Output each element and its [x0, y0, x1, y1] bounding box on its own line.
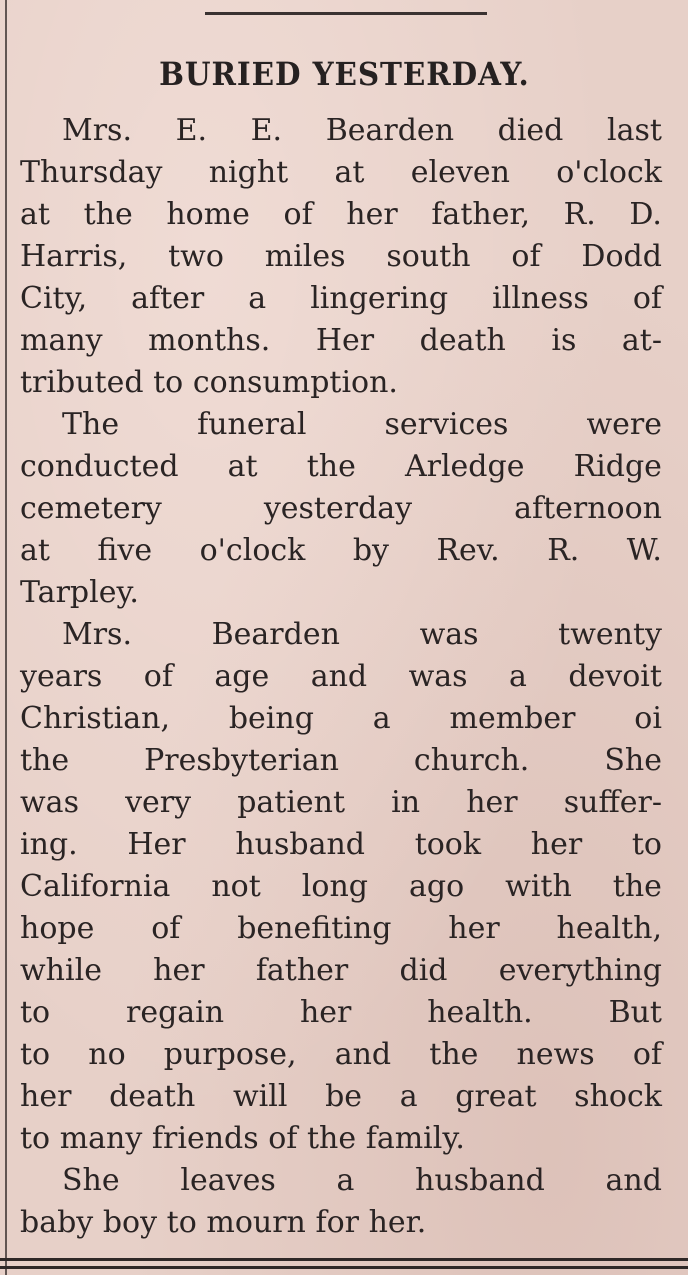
article-body [20, 110, 662, 1244]
article-line: to no purpose, and the news of [20, 1037, 662, 1072]
article-line: her death will be a great shock [20, 1079, 662, 1114]
article-line: at the home of her father, R. D. [20, 197, 662, 232]
article-line: ing. Her husband took her to [20, 827, 662, 862]
column-rule-left [5, 0, 7, 1275]
article-line: was very patient in her suffer- [20, 785, 662, 820]
article-line: California not long ago with the [20, 869, 662, 904]
article-line: Mrs. E. E. Bearden died last [62, 113, 662, 148]
article-line: at five o'clock by Rev. R. W. [20, 533, 662, 568]
article-line: Harris, two miles south of Dodd [20, 239, 662, 274]
article-line: many months. Her death is at- [20, 323, 662, 358]
article-line: Mrs. Bearden was twenty [62, 617, 662, 652]
bottom-rule [0, 1258, 688, 1261]
headline [0, 50, 688, 98]
bottom-rule-double [0, 1266, 688, 1269]
top-rule [205, 12, 487, 15]
article-line: The funeral services were [62, 407, 662, 442]
article-line: City, after a lingering illness of [20, 281, 662, 316]
article-line: baby boy to mourn for her. [20, 1205, 427, 1240]
article-line: She leaves a husband and [62, 1163, 662, 1198]
article-line: Thursday night at eleven o'clock [20, 155, 662, 190]
article-line: Christian, being a member oi [20, 701, 662, 736]
article-line: the Presbyterian church. She [20, 743, 662, 778]
article-line: years of age and was a devoit [20, 659, 662, 694]
headline-text: BURIED YESTERDAY. [158, 55, 530, 93]
article-line: conducted at the Arledge Ridge [20, 449, 662, 484]
article-line: to many friends of the family. [20, 1121, 465, 1156]
article-line: while her father did everything [20, 953, 662, 988]
article-line: to regain her health. But [20, 995, 662, 1030]
article-line: cemetery yesterday afternoon [20, 491, 662, 526]
article-line: Tarpley. [20, 575, 139, 610]
article-line: tributed to consumption. [20, 365, 398, 400]
article-line: hope of benefiting her health, [20, 911, 662, 946]
